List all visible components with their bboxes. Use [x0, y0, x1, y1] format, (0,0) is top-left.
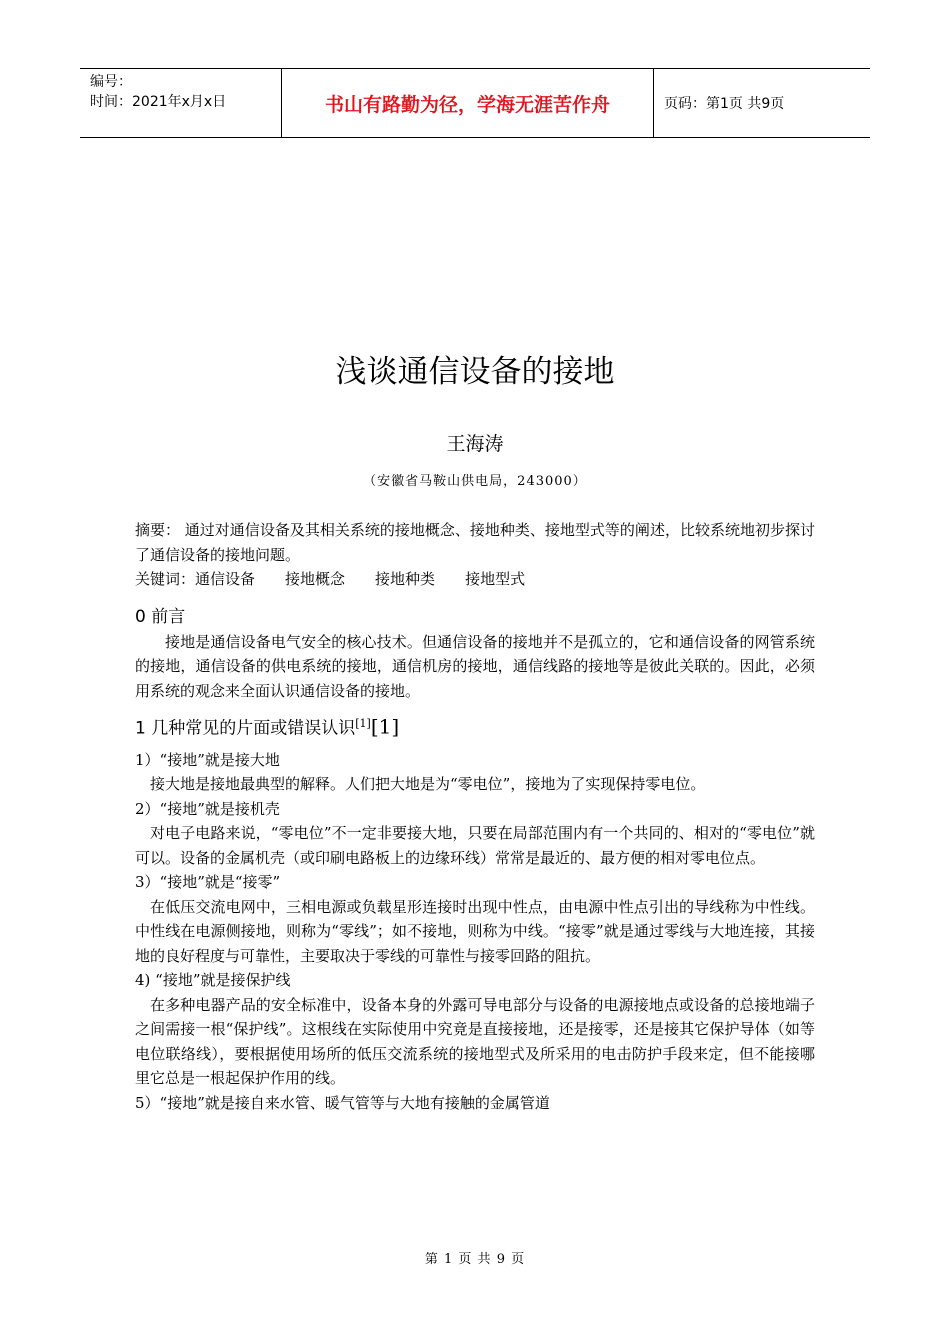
keywords-label: 关键词：	[135, 570, 196, 588]
keyword: 接地型式	[465, 570, 526, 588]
preface-paragraph: 接地是通信设备电气安全的核心技术。但通信设备的接地并不是孤立的，它和通信设备的网管系统的接地，通信设备的供电系统的接地，通信机房的接地，通信线路的接地等是彼此关联的。因此，必须用系统的观念来全面认识通信设备的接地。	[135, 632, 815, 700]
keyword: 接地种类	[375, 570, 436, 588]
item-title: 4) “接地”就是接保护线	[135, 971, 291, 990]
header-page-info: 页码：第1页 共9页	[664, 96, 785, 112]
item-body: 接大地是接地最典型的解释。人们把大地是为“零电位”，接地为了实现保持零电位。	[150, 775, 706, 794]
page-footer: 第 1 页 共 9 页	[424, 1252, 526, 1267]
citation-superscript: [1]	[355, 717, 371, 730]
keyword: 接地概念	[285, 570, 346, 588]
document-date: 时间：2021年x月x日	[90, 94, 227, 110]
item-title: 3）“接地”就是“接零”	[135, 873, 281, 892]
article-title: 浅谈通信设备的接地	[335, 354, 615, 390]
item-title: 2）“接地”就是接机壳	[135, 799, 280, 818]
citation-marker: [1]	[370, 714, 400, 739]
header-motto: 书山有路勤为径，学海无涯苦作舟	[282, 69, 654, 137]
item-title: 1）“接地”就是接大地	[135, 750, 280, 769]
section-heading-misconceptions	[135, 711, 815, 742]
section-heading-text: 1 几种常见的片面或错误认识	[135, 718, 356, 739]
page-header	[80, 68, 870, 138]
header-meta	[80, 69, 282, 137]
document-number-label: 编号：	[90, 74, 132, 90]
article-affiliation: （安徽省马鞍山供电局，243000）	[363, 474, 587, 489]
article-author: 王海涛	[446, 433, 504, 455]
item-body: 在低压交流电网中，三相电源或负载星形连接时出现中性点，由电源中性点引出的导线称为中性线。中性线在电源侧接地，则称为“零线”；如不接地，则称为中线。“接零”就是通过零线与大地连接，其接地的良好程度与可靠性，主要取决于零线的可靠性与接零回路的阻抗。	[135, 897, 815, 965]
keywords	[135, 567, 815, 592]
keyword: 通信设备	[195, 570, 256, 588]
item-body: 对电子电路来说，“零电位”不一定非要接大地，只要在局部范围内有一个共同的、相对的“零电位”就可以。设备的金属机壳（或印刷电路板上的边缘环线）常常是最近的、最方便的相对零电位点。	[135, 824, 815, 867]
item-body: 在多种电器产品的安全标准中，设备本身的外露可导电部分与设备的电源接地点或设备的总接地端子之间需接一根“保护线”。这根线在实际使用中究竟是直接接地，还是接零，还是接其它保护导体（如等电位联络线），要根据使用场所的低压交流系统的接地型式及所采用的电击防护手段来定，但不能接哪里它总是一根起保护作用的线。	[135, 995, 815, 1088]
article-body	[135, 518, 815, 1115]
abstract: 摘要： 通过对通信设备及其相关系统的接地概念、接地种类、接地型式等的阐述，比较系统地初步探讨了通信设备的接地问题。	[135, 521, 815, 564]
section-heading-preface: 0 前言	[135, 606, 186, 627]
item-title: 5）“接地”就是接自来水管、暖气管等与大地有接触的金属管道	[135, 1093, 550, 1112]
